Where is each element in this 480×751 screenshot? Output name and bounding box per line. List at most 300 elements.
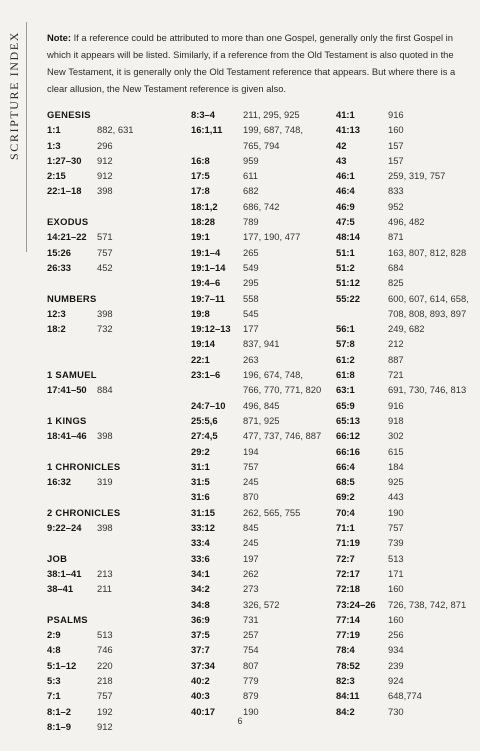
verse-reference: 19:14 [191, 338, 215, 350]
page-references: 871 [388, 231, 404, 243]
index-entry [336, 229, 471, 244]
verse-reference: 26:33 [47, 261, 71, 273]
verse-reference: 36:9 [191, 613, 210, 625]
page-references: 443 [388, 491, 404, 503]
page-references: 765, 794 [243, 139, 280, 151]
index-entry [191, 138, 331, 153]
page-references: 163, 807, 812, 828 [388, 246, 467, 258]
page-references: 259, 319, 757 [388, 170, 446, 182]
verse-reference [191, 138, 243, 153]
spacer [47, 336, 182, 351]
page-references: 213 [97, 567, 113, 579]
index-entry [191, 168, 331, 183]
index-entry [191, 566, 331, 581]
page-references: 194 [243, 445, 259, 457]
book-heading: 1 SAMUEL [47, 369, 97, 381]
index-entry [191, 352, 331, 367]
page-references: 912 [97, 170, 113, 182]
page-references: 199, 687, 748, [243, 124, 303, 136]
index-entry [336, 673, 471, 688]
index-entry [191, 459, 331, 474]
verse-reference: 24:7–10 [191, 399, 226, 411]
verse-reference: 46:9 [336, 200, 355, 212]
verse-reference [336, 306, 388, 321]
index-entry [191, 367, 331, 382]
page-references: 157 [388, 139, 404, 151]
verse-reference: 40:17 [191, 705, 215, 717]
index-entry [336, 122, 471, 137]
index-entry [336, 398, 471, 413]
verse-reference: 37:5 [191, 629, 210, 641]
book-heading: EXODUS [47, 216, 89, 228]
verse-reference: 19:1 [191, 231, 210, 243]
index-entry [191, 398, 331, 413]
page-references: 190 [243, 705, 259, 717]
page-number: 6 [237, 716, 243, 726]
page-references: 197 [243, 552, 259, 564]
verse-reference: 17:41–50 [47, 384, 87, 396]
verse-reference: 2:15 [47, 170, 66, 182]
verse-reference: 8:1–9 [47, 720, 71, 732]
verse-reference: 61:8 [336, 369, 355, 381]
index-entry [191, 474, 331, 489]
index-note [47, 29, 464, 97]
page-references: 256 [388, 629, 404, 641]
index-entry [191, 428, 331, 443]
verse-reference: 31:5 [191, 476, 210, 488]
index-entry [191, 382, 331, 397]
index-entry [336, 535, 471, 550]
verse-reference: 77:19 [336, 629, 360, 641]
verse-reference: 40:3 [191, 690, 210, 702]
index-entry [336, 153, 471, 168]
verse-reference: 29:2 [191, 445, 210, 457]
verse-reference: 84:11 [336, 690, 360, 702]
verse-reference: 61:2 [336, 353, 355, 365]
index-entry [336, 551, 471, 566]
verse-reference: 73:24–26 [336, 598, 376, 610]
verse-reference: 34:8 [191, 598, 210, 610]
index-entry [47, 581, 182, 596]
verse-reference: 5:3 [47, 674, 61, 686]
page-references: 160 [388, 124, 404, 136]
verse-reference: 16:32 [47, 476, 71, 488]
verse-reference: 78:4 [336, 644, 355, 656]
side-section-title: SCRIPTURE INDEX [7, 30, 21, 160]
index-entry [47, 245, 182, 260]
verse-reference: 57:8 [336, 338, 355, 350]
index-entry [336, 642, 471, 657]
page-references: 477, 737, 746, 887 [243, 430, 322, 442]
index-entry [47, 321, 182, 336]
verse-reference: 38–41 [47, 583, 74, 595]
page-references: 912 [97, 154, 113, 166]
index-entry [191, 413, 331, 428]
verse-reference: 4:8 [47, 644, 61, 656]
verse-reference: 72:7 [336, 552, 355, 564]
page-references: 245 [243, 537, 259, 549]
page-references: 319 [97, 476, 113, 488]
page-references: 398 [97, 307, 113, 319]
page-references: 952 [388, 200, 404, 212]
page-references: 684 [388, 261, 404, 273]
index-entry [191, 275, 331, 290]
verse-reference: 25:5,6 [191, 414, 218, 426]
page-references: 845 [243, 522, 259, 534]
verse-reference: 72:17 [336, 567, 360, 579]
index-entry [336, 138, 471, 153]
page-references: 184 [388, 460, 404, 472]
spacer [47, 199, 182, 214]
page-references: 879 [243, 690, 259, 702]
index-entry [336, 214, 471, 229]
index-entry [336, 245, 471, 260]
index-entry [47, 474, 182, 489]
page-references: 730 [388, 705, 404, 717]
note-label: Note: [47, 32, 71, 43]
page-references: 171 [388, 567, 404, 579]
book-heading: NUMBERS [47, 292, 97, 304]
page-references: 549 [243, 261, 259, 273]
page-references: 273 [243, 583, 259, 595]
spacer [47, 597, 182, 612]
verse-reference: 84:2 [336, 705, 355, 717]
verse-reference: 71:1 [336, 522, 355, 534]
verse-reference: 43 [336, 154, 347, 166]
verse-reference: 47:5 [336, 216, 355, 228]
page-references: 295 [243, 277, 259, 289]
index-entry [336, 352, 471, 367]
book-heading: PSALMS [47, 613, 88, 625]
page-references: 398 [97, 430, 113, 442]
verse-reference: 22:1–18 [47, 185, 82, 197]
index-entry [191, 688, 331, 703]
page-references: 263 [243, 353, 259, 365]
page-references: 160 [388, 613, 404, 625]
index-entry [47, 168, 182, 183]
verse-reference: 34:1 [191, 567, 210, 579]
index-entry [336, 291, 471, 306]
side-divider [26, 22, 27, 252]
page-references: 766, 770, 771, 820 [243, 384, 322, 396]
page-references: 884 [97, 384, 113, 396]
index-entry [191, 581, 331, 596]
index-entry [191, 260, 331, 275]
verse-reference: 19:7–11 [191, 292, 225, 304]
verse-reference: 18:41–46 [47, 430, 87, 442]
page-references: 789 [243, 216, 259, 228]
index-entry [336, 658, 471, 673]
index-column-3 [336, 107, 471, 719]
page-references: 757 [97, 690, 113, 702]
page-references: 925 [388, 476, 404, 488]
page-references: 496, 845 [243, 399, 280, 411]
verse-reference: 42 [336, 139, 347, 151]
page-references: 708, 808, 893, 897 [388, 307, 467, 319]
index-entry [191, 612, 331, 627]
index-entry [47, 122, 182, 137]
verse-reference: 65:9 [336, 399, 355, 411]
page-references: 326, 572 [243, 598, 280, 610]
page-references: 686, 742 [243, 200, 280, 212]
index-entry [336, 581, 471, 596]
index-entry [191, 597, 331, 612]
index-entry [191, 658, 331, 673]
page-references: 757 [388, 522, 404, 534]
page-references: 513 [388, 552, 404, 564]
index-entry [336, 275, 471, 290]
verse-reference: 51:1 [336, 246, 355, 258]
index-entry [191, 107, 331, 122]
index-entry [191, 229, 331, 244]
verse-reference: 72:18 [336, 583, 360, 595]
verse-reference: 9:22–24 [47, 522, 82, 534]
verse-reference: 41:13 [336, 124, 360, 136]
verse-reference: 46:1 [336, 170, 355, 182]
index-entry [336, 199, 471, 214]
verse-reference: 18:1,2 [191, 200, 218, 212]
page-references: 245 [243, 476, 259, 488]
page-references: 746 [97, 644, 113, 656]
spacer [47, 535, 182, 550]
index-entry [47, 520, 182, 535]
page-references: 754 [243, 644, 259, 656]
verse-reference: 37:34 [191, 659, 215, 671]
page-references: 239 [388, 659, 404, 671]
page-references: 302 [388, 430, 404, 442]
index-entry [336, 459, 471, 474]
side-section-label [7, 20, 21, 160]
index-entry [47, 566, 182, 581]
spacer [47, 444, 182, 459]
verse-reference: 37:7 [191, 644, 210, 656]
verse-reference: 55:22 [336, 292, 360, 304]
index-entry [336, 183, 471, 198]
index-entry [47, 260, 182, 275]
index-entry [47, 306, 182, 321]
page-references: 837, 941 [243, 338, 280, 350]
index-entry [47, 658, 182, 673]
page-references: 918 [388, 414, 404, 426]
verse-reference: 17:8 [191, 185, 210, 197]
verse-reference: 51:12 [336, 277, 360, 289]
verse-reference: 1:27–30 [47, 154, 82, 166]
verse-reference: 18:28 [191, 216, 215, 228]
page-references: 398 [97, 185, 113, 197]
index-entry [191, 642, 331, 657]
verse-reference: 33:6 [191, 552, 210, 564]
verse-reference: 31:1 [191, 460, 210, 472]
page-references: 757 [243, 460, 259, 472]
index-entry [191, 183, 331, 198]
verse-reference: 78:52 [336, 659, 360, 671]
book-heading: JOB [47, 552, 68, 564]
index-entry [191, 551, 331, 566]
index-entry [47, 673, 182, 688]
index-entry [336, 627, 471, 642]
index-column-2 [191, 107, 331, 719]
verse-reference: 19:1–4 [191, 246, 221, 258]
page-references: 220 [97, 659, 113, 671]
note-text: If a reference could be attributed to more than one Gospel, generally only the first Gospel in which it appears will be listed. Similarly, if a reference from the Old Testament is also quoted in the New Testament, it is generally only the Old Testament reference that appears. But where there is a clear allusion, the New Testament reference is given also. [47, 32, 456, 94]
page-references: 916 [388, 109, 404, 120]
spacer [47, 489, 182, 504]
page-references: 731 [243, 613, 259, 625]
page-references: 558 [243, 292, 259, 304]
index-entry [191, 291, 331, 306]
page-references: 721 [388, 369, 404, 381]
verse-reference: 16:8 [191, 154, 210, 166]
index-entry [336, 168, 471, 183]
spacer [47, 398, 182, 413]
index-entry [336, 107, 471, 122]
book-heading: 2 CHRONICLES [47, 506, 121, 518]
index-entry [191, 321, 331, 336]
index-entry [191, 122, 331, 137]
page-references: 196, 674, 748, [243, 369, 303, 381]
page-references: 571 [97, 231, 113, 243]
page-references: 611 [243, 170, 258, 182]
page-references: 262 [243, 567, 259, 579]
page-references: 160 [388, 583, 404, 595]
verse-reference: 1:1 [47, 124, 61, 136]
verse-reference: 19:12–13 [191, 323, 231, 335]
verse-reference: 33:4 [191, 537, 210, 549]
page-references: 833 [388, 185, 404, 197]
index-entry [191, 505, 331, 520]
verse-reference: 82:3 [336, 674, 355, 686]
book-heading: 1 KINGS [47, 414, 87, 426]
verse-reference: 51:2 [336, 261, 355, 273]
index-entry [191, 306, 331, 321]
page-references: 648,774 [388, 690, 422, 702]
verse-reference: 2:9 [47, 629, 61, 641]
index-entry [336, 336, 471, 351]
verse-reference: 15:26 [47, 246, 71, 258]
index-entry [47, 428, 182, 443]
page-references: 691, 730, 746, 813 [388, 384, 467, 396]
index-entry [336, 597, 471, 612]
page-references: 296 [97, 139, 113, 151]
verse-reference: 38:1–41 [47, 567, 82, 579]
page-references: 870 [243, 491, 259, 503]
page-references: 615 [388, 445, 404, 457]
page-references: 682 [243, 185, 259, 197]
index-entry [191, 489, 331, 504]
page-references: 871, 925 [243, 414, 280, 426]
verse-reference: 19:8 [191, 307, 210, 319]
page-references: 924 [388, 674, 404, 686]
index-entry [336, 489, 471, 504]
index-entry [191, 214, 331, 229]
verse-reference [191, 382, 243, 397]
index-entry [336, 321, 471, 336]
verse-reference: 77:14 [336, 613, 360, 625]
page-references: 177 [243, 323, 259, 335]
page-references: 934 [388, 644, 404, 656]
verse-reference: 8:3–4 [191, 109, 215, 120]
verse-reference: 65:13 [336, 414, 360, 426]
verse-reference: 69:2 [336, 491, 355, 503]
page-references: 600, 607, 614, 658, [388, 292, 469, 304]
verse-reference: 46:4 [336, 185, 355, 197]
index-entry [47, 642, 182, 657]
index-entry [336, 505, 471, 520]
page-references: 912 [97, 720, 113, 732]
index-entry [47, 627, 182, 642]
index-entry [191, 627, 331, 642]
verse-reference: 1:3 [47, 139, 61, 151]
index-entry [191, 336, 331, 351]
verse-reference: 5:1–12 [47, 659, 77, 671]
spacer [47, 352, 182, 367]
book-heading: GENESIS [47, 109, 91, 120]
page-references: 190 [388, 506, 404, 518]
index-entry [47, 688, 182, 703]
verse-reference: 63:1 [336, 384, 355, 396]
index-entry [191, 245, 331, 260]
verse-reference: 17:5 [191, 170, 210, 182]
verse-reference: 68:5 [336, 476, 355, 488]
page-references: 211 [97, 583, 112, 595]
index-entry [47, 153, 182, 168]
book-heading: 1 CHRONICLES [47, 460, 121, 472]
index-entry [336, 474, 471, 489]
page-references: 882, 631 [97, 124, 134, 136]
verse-reference: 19:1–14 [191, 261, 226, 273]
index-entry [47, 138, 182, 153]
verse-reference: 27:4,5 [191, 430, 218, 442]
index-entry [336, 382, 471, 397]
index-entry [191, 673, 331, 688]
verse-reference: 12:3 [47, 307, 66, 319]
index-entry [191, 535, 331, 550]
verse-reference: 66:12 [336, 430, 360, 442]
index-entry [336, 520, 471, 535]
index-entry [191, 199, 331, 214]
verse-reference: 31:6 [191, 491, 210, 503]
page-references: 452 [97, 261, 113, 273]
verse-reference: 56:1 [336, 323, 355, 335]
verse-reference: 16:1,11 [191, 124, 223, 136]
verse-reference: 19:4–6 [191, 277, 221, 289]
verse-reference: 14:21–22 [47, 231, 87, 243]
index-entry [336, 566, 471, 581]
verse-reference: 70:4 [336, 506, 355, 518]
index-entry [336, 367, 471, 382]
verse-reference: 18:2 [47, 323, 66, 335]
page-references: 825 [388, 277, 404, 289]
index-entry [336, 428, 471, 443]
page-references: 732 [97, 323, 113, 335]
index-entry [47, 382, 182, 397]
index-entry [336, 306, 471, 321]
page-references: 757 [97, 246, 113, 258]
index-entry [47, 183, 182, 198]
page-references: 739 [388, 537, 404, 549]
page-references: 218 [97, 674, 113, 686]
verse-reference: 34:2 [191, 583, 210, 595]
page-references: 157 [388, 154, 404, 166]
verse-reference: 33:12 [191, 522, 215, 534]
page-references: 398 [97, 522, 113, 534]
page-references: 265 [243, 246, 259, 258]
spacer [47, 275, 182, 290]
index-entry [191, 520, 331, 535]
index-entry [336, 260, 471, 275]
page-references: 262, 565, 755 [243, 506, 301, 518]
page-references: 959 [243, 154, 259, 166]
